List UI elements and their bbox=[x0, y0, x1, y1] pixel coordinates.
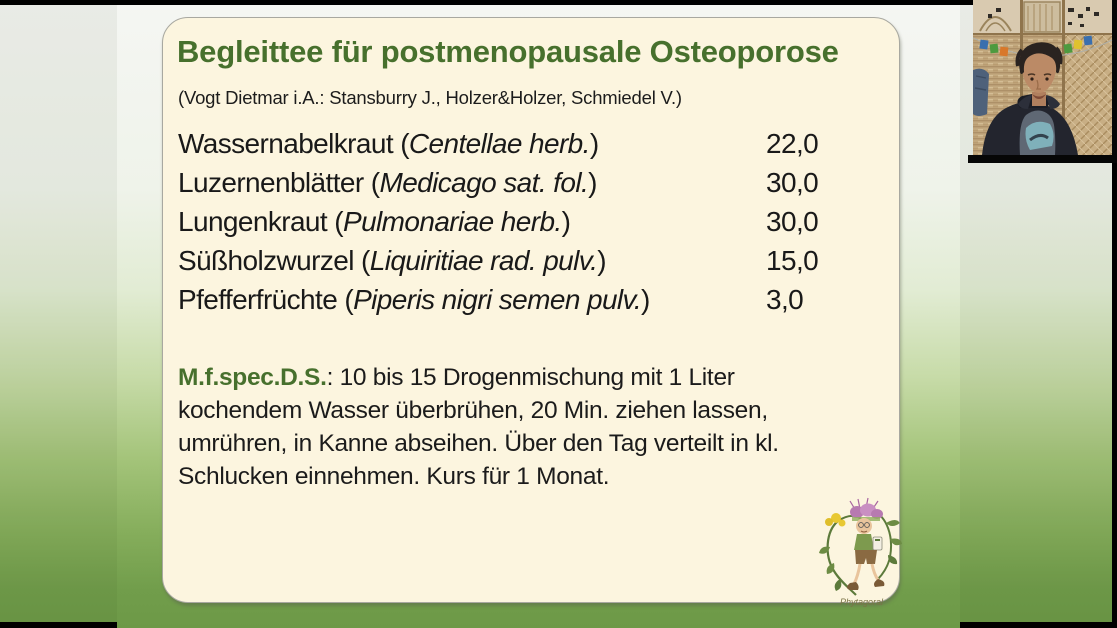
ingredient-amount: 30,0 bbox=[766, 206, 819, 237]
ingredient-amount: 30,0 bbox=[766, 167, 819, 198]
ingredient-amount: 22,0 bbox=[766, 128, 819, 159]
ingredient-paren-close: ) bbox=[588, 167, 597, 198]
ingredient-name: Pfefferfrüchte ( bbox=[178, 284, 354, 315]
thistle-figure-icon bbox=[816, 497, 908, 611]
ingredient-latin-name: Medicago sat. fol. bbox=[379, 167, 589, 198]
ingredient-latin-name: Pulmonariae herb. bbox=[343, 206, 562, 237]
instructions-label: M.f.spec.D.S. bbox=[178, 364, 327, 391]
letterbox-bar-bottom-right bbox=[960, 622, 1117, 628]
slide-panel bbox=[162, 17, 900, 607]
ingredient-amount: 3,0 bbox=[766, 284, 804, 315]
ingredient-list bbox=[178, 124, 884, 319]
ingredient-latin-name: Liquiritiae rad. pulv. bbox=[369, 245, 598, 276]
instructions-paragraph bbox=[178, 361, 862, 493]
ingredient-latin-name: Piperis nigri semen pulv. bbox=[353, 284, 642, 315]
ingredient-paren-close: ) bbox=[641, 284, 650, 315]
ingredient-amount: 15,0 bbox=[766, 245, 819, 276]
ingredient-name: Süßholzwurzel ( bbox=[178, 245, 370, 276]
logo-caption: Phytagoral bbox=[840, 597, 884, 607]
ingredient-row bbox=[178, 202, 884, 241]
instructions-separator: : bbox=[326, 364, 340, 391]
ingredient-paren-close: ) bbox=[597, 245, 606, 276]
letterbox-bar-bottom-left bbox=[0, 622, 117, 628]
ingredient-row bbox=[178, 124, 884, 163]
instructions-body: 10 bis 15 Drogenmischung mit 1 Liter kochendem Wasser überbrühen, 20 Min. ziehen lassen, umrühren, in Kanne abseihen. Über den Tag verteilt in kl. Schlucken einnehmen. Kurs für 1 Monat. bbox=[178, 364, 779, 490]
slide-margin-left bbox=[0, 0, 117, 622]
ingredient-name: Wassernabelkraut ( bbox=[178, 128, 409, 159]
slide-title: Begleittee für postmenopausale Osteoporose bbox=[177, 34, 839, 69]
ingredient-name: Lungenkraut ( bbox=[178, 206, 343, 237]
slide-subtitle: (Vogt Dietmar i.A.: Stansburry J., Holzer&Holzer, Schmiedel V.) bbox=[178, 87, 682, 108]
ingredient-row bbox=[178, 241, 884, 280]
ingredient-paren-close: ) bbox=[589, 128, 599, 159]
ingredient-paren-close: ) bbox=[561, 206, 571, 237]
ingredient-name: Luzernenblätter ( bbox=[178, 167, 380, 198]
phytagoral-logo bbox=[816, 497, 908, 611]
letterbox-bar-top bbox=[0, 0, 973, 5]
webcam-video bbox=[968, 0, 1117, 163]
ingredient-row bbox=[178, 280, 884, 319]
ingredient-latin-name: Centellae herb. bbox=[408, 128, 590, 159]
ingredient-row bbox=[178, 163, 884, 202]
